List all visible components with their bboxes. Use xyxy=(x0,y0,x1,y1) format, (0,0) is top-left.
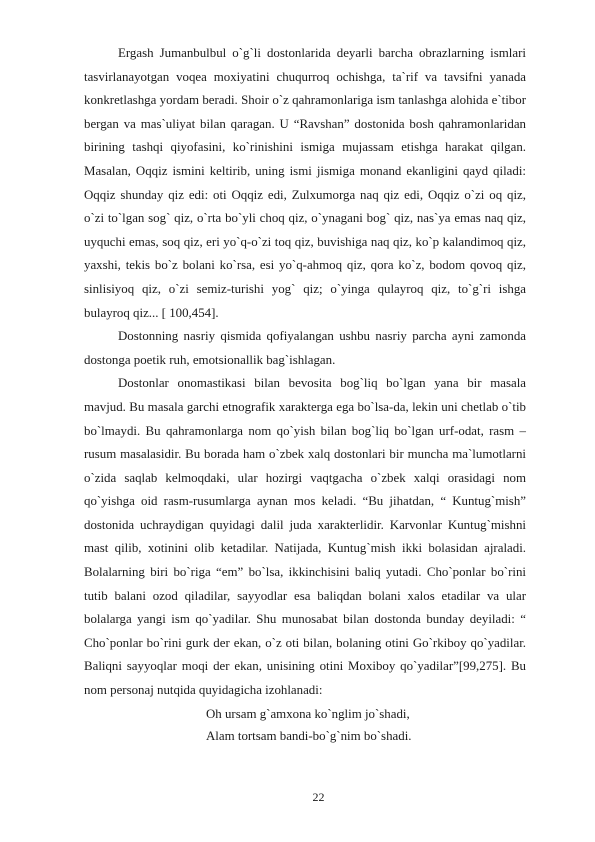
paragraph-poetic-spirit: Dostonning nasriy qismida qofiyalangan ushbu nasriy parcha ayni zamonda dostonga poetik ruh, emotsionallik bag`ishlagan. xyxy=(84,329,526,367)
poem-line-2: Alam tortsam bandi-bo`g`nim bo`shadi. xyxy=(206,729,412,744)
paragraph-naming-customs: Dostonlar onomastikasi bilan bevosita bog`liq bo`lgan yana bir masala mavjud. Bu masala garchi etnografik xarakterga ega bo`lsa-da, lekin uni chetlab o`tib bo`lmaydi. Bu qahramonlarga nom qo`yish bilan bog`liq bo`lgan urf-odat, rasm –rusum masalasidir. Bu borada ham o`zbek xalq dostonlari bir muncha ma`lumotlarni o`zida saqlab kelmoqdaki, ular hozirgi vaqtgacha o`zbek xalqi orasidagi nom qo`yishga oid rasm-rusumlarga aynan mos keladi. “Bu jihatdan, “ Kuntug`mish” dostonida uchraydigan quyidagi dalil juda xarakterlidir. Karvonlar Kuntug`mishni mast qilib, xotinini olib ketadilar. Natijada, Kuntug`mish ikki bolasidan ajraladi. Bolalarning biri bo`riga “em” bo`lsa, ikkinchisini baliq yutadi. Cho`ponlar bo`rini tutib balani ozod qiladilar, sayyodlar esa baliqdan bolani xalos etadilar va ular bolalarga yangi ism qo`yadilar. Shu munosabat bilan dostonda bunday deyiladi: “ Cho`ponlar bo`rini gurk der ekan, o`z oti bilan, bolaning otini Go`rkiboy qo`yadilar. Baliqni sayyoqlar moqi der ekan, unisining otini Moxiboy qo`yadilar”[99,275]. Bu nom personaj nutqida quyidagicha izohlanadi: xyxy=(84,376,526,698)
poem-line-1: Oh ursam g`amxona ko`nglim jo`shadi, xyxy=(206,706,410,721)
paragraph-oqqiz-description: Ergash Jumanbulbul o`g`li dostonlarida deyarli barcha obrazlarning ismlari tasvirlanayotgan voqea moxiyatini chuqurroq ochishga, ta`rif va tavsifni yanada konkretlashga yordam beradi. Shoir o`z qahramonlariga ism tanlashga alohida e`tibor bergan va mas`uliyat bilan qaragan. U “Ravshan” dostonida bosh qahramonlaridan birining tashqi qiyofasini, ko`rinishini ismiga mujassam etishga harakat qilgan. Masalan, Oqqiz ismini keltirib, uning ismi jismiga monand ekanligini qayd qiladi: Oqqiz shunday qiz edi: oti Oqqiz edi, Zulxumorga naq qiz edi, Oqqiz o`zi oq qiz, o`zi to`lgan sog` qiz, o`rta bo`yli choq qiz, o`ynagani bog` qiz, nas`ya emas naq qiz, uyquchi emas, soq qiz, eri yo`q-o`zi toq qiz, buvishiga naq qiz, ko`p kalandimoq qiz, yaxshi, tekis bo`z bolani ko`rsa, esi yo`q-ahmoq qiz, qora ko`z, bodom qovoq qiz, sinlisiyoq qiz, o`zi semiz-turishi yog` qiz; o`yinga qulayroq qiz, to`g`ri ishga bulayroq qiz... [ 100,454]. xyxy=(84,46,526,320)
document-page xyxy=(84,42,526,748)
page-number: 22 xyxy=(312,790,325,804)
poem-excerpt xyxy=(84,703,526,748)
